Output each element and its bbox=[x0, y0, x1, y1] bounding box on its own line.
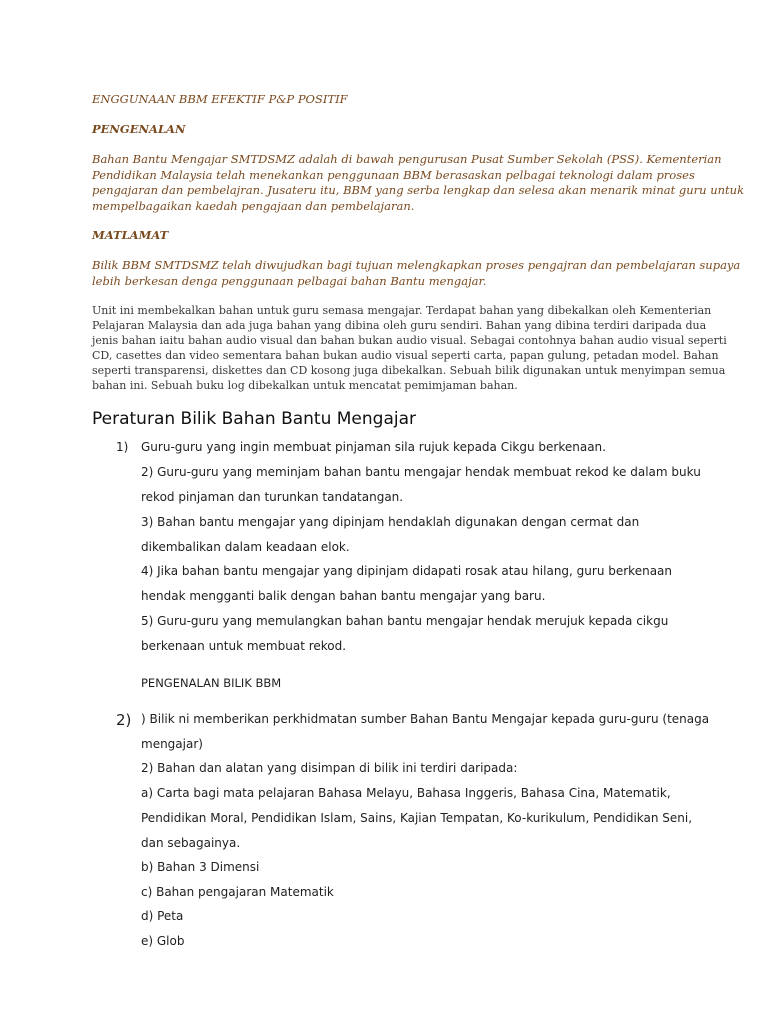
rules-number: 1) bbox=[116, 440, 129, 454]
bbm-intro-heading: PENGENALAN BILIK BBM bbox=[141, 676, 282, 690]
section2-line: e) Glob bbox=[141, 934, 185, 948]
intro-line: Bahan Bantu Mengajar SMTDSMZ adalah di bawah pengurusan Pusat Sumber Sekolah (PSS). Kementerian bbox=[92, 152, 722, 166]
unit-line: CD, casettes dan video sementara bahan bukan audio visual seperti carta, papan gulung, petadan model. Bahan bbox=[92, 349, 719, 362]
rules-line: dikembalikan dalam keadaan elok. bbox=[141, 540, 350, 554]
rules-line: berkenaan untuk membuat rekod. bbox=[141, 639, 347, 653]
aim-line: Bilik BBM SMTDSMZ telah diwujudkan bagi tujuan melengkapkan proses pengajran dan pembelajaran supaya bbox=[92, 258, 741, 272]
unit-line: bahan ini. Sebuah buku log dibekalkan untuk mencatat pemimjaman bahan. bbox=[92, 379, 518, 392]
document-title: ENGGUNAAN BBM EFEKTIF P&P POSITIF bbox=[92, 92, 348, 106]
rules-line: 2) Guru-guru yang meminjam bahan bantu mengajar hendak membuat rekod ke dalam buku bbox=[141, 465, 701, 479]
rules-line: rekod pinjaman dan turunkan tandatangan. bbox=[141, 490, 404, 504]
unit-paragraph bbox=[92, 303, 727, 393]
unit-line: Unit ini membekalkan bahan untuk guru semasa mengajar. Terdapat bahan yang dibekalkan oleh Kementerian bbox=[92, 304, 712, 317]
section2-line: mengajar) bbox=[141, 737, 203, 751]
intro-line: Pendidikan Malaysia telah menekankan penggunaan BBM berasaskan pelbagai teknologi dalam proses bbox=[92, 167, 695, 182]
section2-line: 2) Bahan dan alatan yang disimpan di bilik ini terdiri daripada: bbox=[141, 761, 518, 775]
section2-line: ) Bilik ni memberikan perkhidmatan sumber Bahan Bantu Mengajar kepada guru-guru (tenaga bbox=[141, 712, 710, 726]
section2-line: b) Bahan 3 Dimensi bbox=[141, 860, 260, 874]
intro-line: mempelbagaikan kaedah pengajaan dan pembelajaran. bbox=[92, 198, 415, 213]
rules-line: hendak mengganti balik dengan bahan bantu mengajar yang baru. bbox=[141, 589, 546, 603]
intro-line: pengajaran dan pembelajran. Jusateru itu, BBM yang serba lengkap dan selesa akan menarik minat guru untuk bbox=[92, 183, 745, 197]
aim-heading: MATLAMAT bbox=[92, 228, 169, 242]
section2-line: a) Carta bagi mata pelajaran Bahasa Melayu, Bahasa Inggeris, Bahasa Cina, Matematik, bbox=[141, 786, 671, 800]
section2-line: dan sebagainya. bbox=[141, 836, 241, 850]
unit-line: jenis bahan iaitu bahan audio visual dan bahan bukan audio visual. Sebagai contohnya bahan audio visual seperti bbox=[92, 334, 727, 347]
aim-line: lebih berkesan denga penggunaan pelbagai bahan Bantu mengajar. bbox=[92, 273, 487, 288]
section2-line: c) Bahan pengajaran Matematik bbox=[141, 885, 334, 899]
unit-line: seperti transparensi, diskettes dan CD kosong juga dibekalkan. Sebuah bilik digunakan untuk menyimpan semua bbox=[92, 364, 726, 377]
rules-line: 4) Jika bahan bantu mengajar yang dipinjam didapati rosak atau hilang, guru berkenaan bbox=[141, 564, 673, 578]
section2-number: 2) bbox=[116, 711, 132, 729]
section2-line: Pendidikan Moral, Pendidikan Islam, Sains, Kajian Tempatan, Ko-kurikulum, Pendidikan Seni, bbox=[141, 811, 693, 825]
aim-paragraph bbox=[92, 258, 740, 289]
intro-heading: PENGENALAN bbox=[92, 122, 186, 136]
rules-line: 3) Bahan bantu mengajar yang dipinjam hendaklah digunakan dengan cermat dan bbox=[141, 515, 640, 529]
section2-line: d) Peta bbox=[141, 909, 184, 923]
rules-line: Guru-guru yang ingin membuat pinjaman sila rujuk kepada Cikgu berkenaan. bbox=[141, 440, 606, 454]
rules-line: 5) Guru-guru yang memulangkan bahan bantu mengajar hendak merujuk kepada cikgu bbox=[141, 614, 669, 628]
rules-heading: Peraturan Bilik Bahan Bantu Mengajar bbox=[92, 409, 417, 429]
unit-line: Pelajaran Malaysia dan ada juga bahan yang dibina oleh guru sendiri. Bahan yang dibina terdiri daripada dua bbox=[92, 319, 707, 332]
intro-paragraph bbox=[92, 152, 744, 214]
